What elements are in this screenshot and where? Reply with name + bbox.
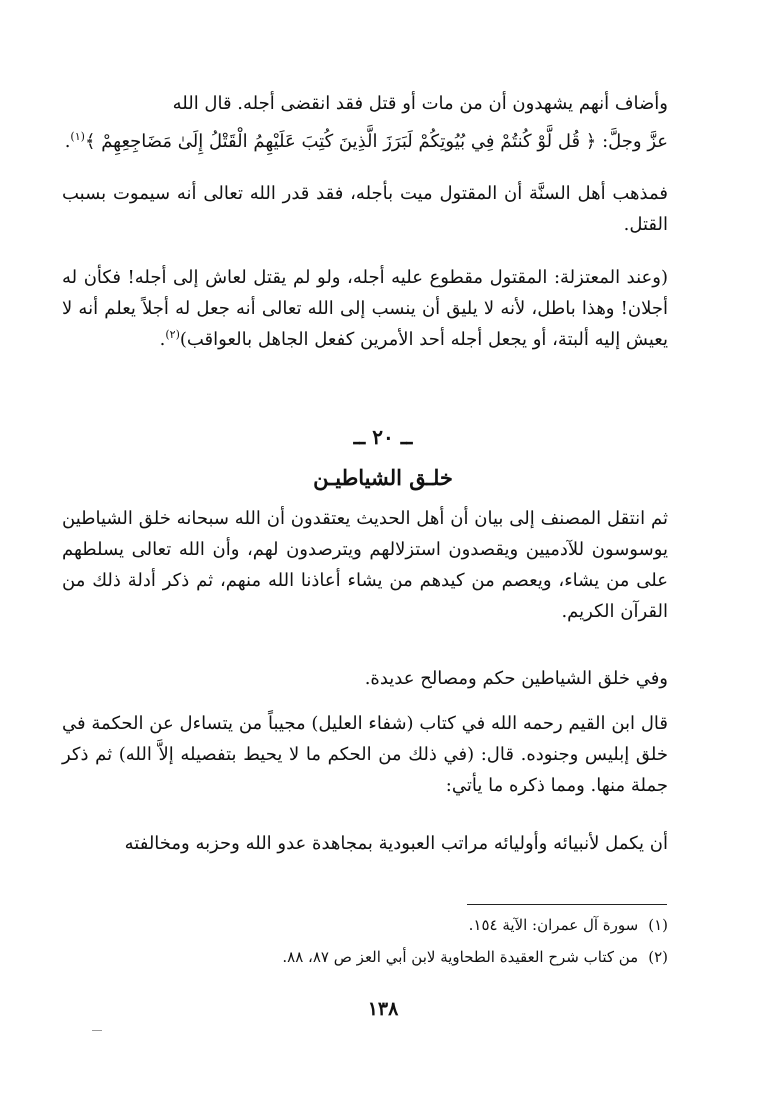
section-number: ــ ٢٠ ــ: [353, 425, 413, 449]
quran-verse: عزَّ وجلَّ: ﴿ قُل لَّوْ كُنتُمْ فِي بُيُوتِكُمْ لَبَرَزَ الَّذِينَ كُتِبَ عَلَيْهِمُ الْقَتْلُ إِلَىٰ مَضَاجِعِهِمْ ﴾: [84, 131, 668, 152]
verse-end-mark: .: [64, 131, 71, 152]
footnote-2: [62, 946, 668, 968]
paragraph-text: وأضاف أنهم يشهدون أن من مات أو قتل فقد انقضى أجله. قال الله: [172, 93, 668, 114]
footnote-number: (٢): [648, 948, 668, 966]
paragraph-perfecting-servitude: [62, 828, 668, 859]
paragraph-text: قال ابن القيم رحمه الله في كتاب (شفاء العليل) مجيباً من يتساءل عن الحكمة في خلق إبليس وجنوده. قال: (في ذلك من الحكم ما لا يحيط بتفصيله إلاَّ الله) ثم ذكر جملة منها. ومما ذكره ما يأتي:: [62, 713, 668, 796]
paragraph-wisdoms: [62, 663, 668, 694]
paragraph-end-mark: .: [159, 329, 166, 350]
footnote-1: [62, 914, 668, 936]
footnote-ref-1: (١): [70, 130, 85, 143]
section-title: خلـق الشياطيـن: [313, 465, 453, 490]
paragraph-creation-of-devils: [62, 503, 668, 627]
footnote-text: من كتاب شرح العقيدة الطحاوية لابن أبي العز ص ٨٧، ٨٨.: [282, 948, 639, 966]
paragraph-text: (وعند المعتزلة: المقتول مقطوع عليه أجله، ولو لم يقتل لعاش إلى أجله! فكأن له أجلان! وهذا باطل، لأنه لا يليق أن ينسب إلى الله تعالى أنه جعل له أجلاً يعلم أنه لا يعيش إليه ألبتة، أو يجعل أجله أحد الأمرين كفعل الجاهل بالعواقب): [62, 267, 669, 350]
footnote-divider: [467, 904, 667, 905]
paragraph-text: ثم انتقل المصنف إلى بيان أن أهل الحديث يعتقدون أن الله سبحانه خلق الشياطين يوسوسون للآدميين ويقصدون استزلالهم ويترصدون لهم، وأن الله تعالى يسلطهم على من يشاء، ويعصم من كيدهم من يشاء أعاذنا الله منهم، ثم ذكر أدلة ذلك من القرآن الكريم.: [62, 508, 668, 622]
paragraph-text: فمذهب أهل السنَّة أن المقتول ميت بأجله، فقد قدر الله تعالى أنه سيموت بسبب القتل.: [62, 183, 668, 235]
paragraph-ajal-line1: [62, 88, 668, 119]
page-number: ١٣٨: [367, 998, 399, 1020]
paragraph-ajal-verse: [62, 126, 668, 157]
paragraph-ibn-qayyim: [62, 708, 668, 801]
footnote-number: (١): [648, 916, 668, 934]
paragraph-sunnah-view: [62, 178, 668, 240]
paragraph-text: أن يكمل لأنبيائه وأوليائه مراتب العبودية بمجاهدة عدو الله وحزبه ومخالفته: [124, 833, 668, 854]
footnote-text: سورة آل عمران: الآية ١٥٤.: [468, 916, 639, 934]
paragraph-text: وفي خلق الشياطين حكم ومصالح عديدة.: [364, 668, 668, 689]
paragraph-mutazila-view: [62, 262, 668, 355]
scan-mark: [92, 1030, 102, 1031]
footnote-ref-2: (٢): [165, 328, 180, 341]
